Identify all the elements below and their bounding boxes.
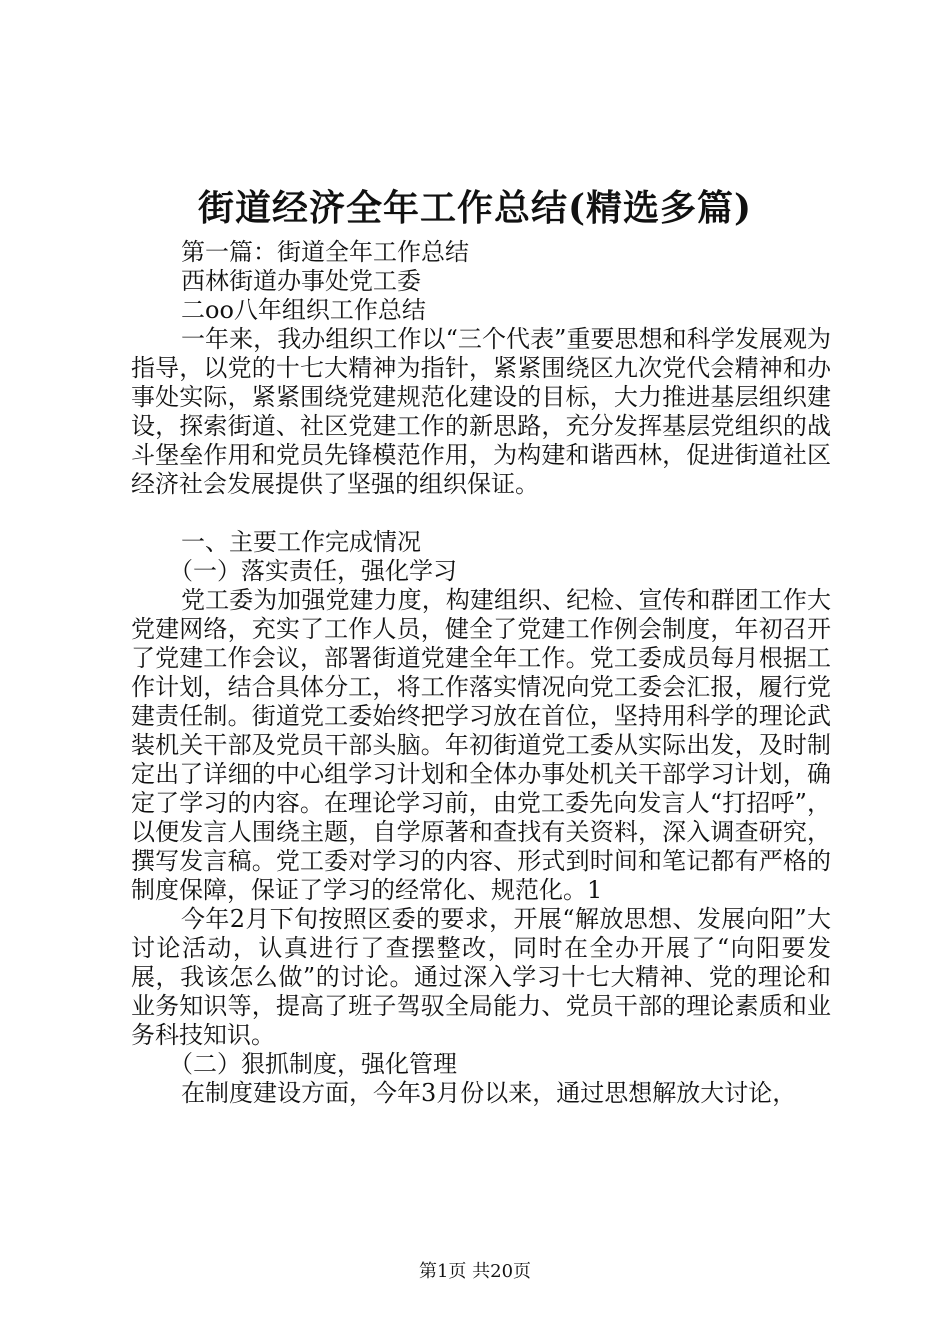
page-footer: 第1页 共20页 [418,1261,532,1282]
subsection-heading: （一）落实责任，强化学习 [169,557,457,585]
paragraph-spacer [131,499,831,528]
body-paragraph: 在制度建设方面，今年3月份以来，通过思想解放大讨论， [181,1079,797,1107]
section-heading: 一、主要工作完成情况 [181,528,421,556]
body-paragraph: 今年2月下旬按照区委的要求，开展“解放思想、发展向阳”大讨论活动，认真进行了查摆整改，同时在全办开展了“向阳要发展，我该怎么做”的讨论。通过深入学习十七大精神、党的理论和业务知识等，提高了班子驾驭全局能力、党员干部的理论素质和业务科技知识。 [131,905,831,1049]
organization-name: 西林街道办事处党工委 [181,267,421,295]
chapter-heading: 第一篇：街道全年工作总结 [181,238,469,266]
report-subtitle: 二oo八年组织工作总结 [181,296,426,324]
intro-paragraph: 一年来，我办组织工作以“三个代表”重要思想和科学发展观为指导，以党的十七大精神为指针，紧紧围绕区九次党代会精神和办事处实际，紧紧围绕党建规范化建设的目标，大力推进基层组织建设，探索街道、社区党建工作的新思路，充分发挥基层党组织的战斗堡垒作用和党员先锋模范作用，为构建和谐西林，促进街道社区经济社会发展提供了坚强的组织保证。 [131,325,831,498]
body-paragraph: 党工委为加强党建力度，构建组织、纪检、宣传和群团工作大党建网络，充实了工作人员，健全了党建工作例会制度，年初召开了党建工作会议，部署街道党建全年工作。党工委成员每月根据工作计划，结合具体分工，将工作落实情况向党工委会汇报，履行党建责任制。街道党工委始终把学习放在首位，坚持用科学的理论武装机关干部及党员干部头脑。年初街道党工委从实际出发，及时制定出了详细的中心组学习计划和全体办事处机关干部学习计划，确定了学习的内容。在理论学习前，由党工委先向发言人“打招呼”，以便发言人围绕主题，自学原著和查找有关资料，深入调查研究，撰写发言稿。党工委对学习的内容、形式到时间和笔记都有严格的制度保障，保证了学习的经常化、规范化。1 [131,586,831,904]
document-title: 街道经济全年工作总结(精选多篇) [197,187,753,229]
document-body [131,238,831,1108]
subsection-heading: （二）狠抓制度，强化管理 [169,1050,457,1078]
